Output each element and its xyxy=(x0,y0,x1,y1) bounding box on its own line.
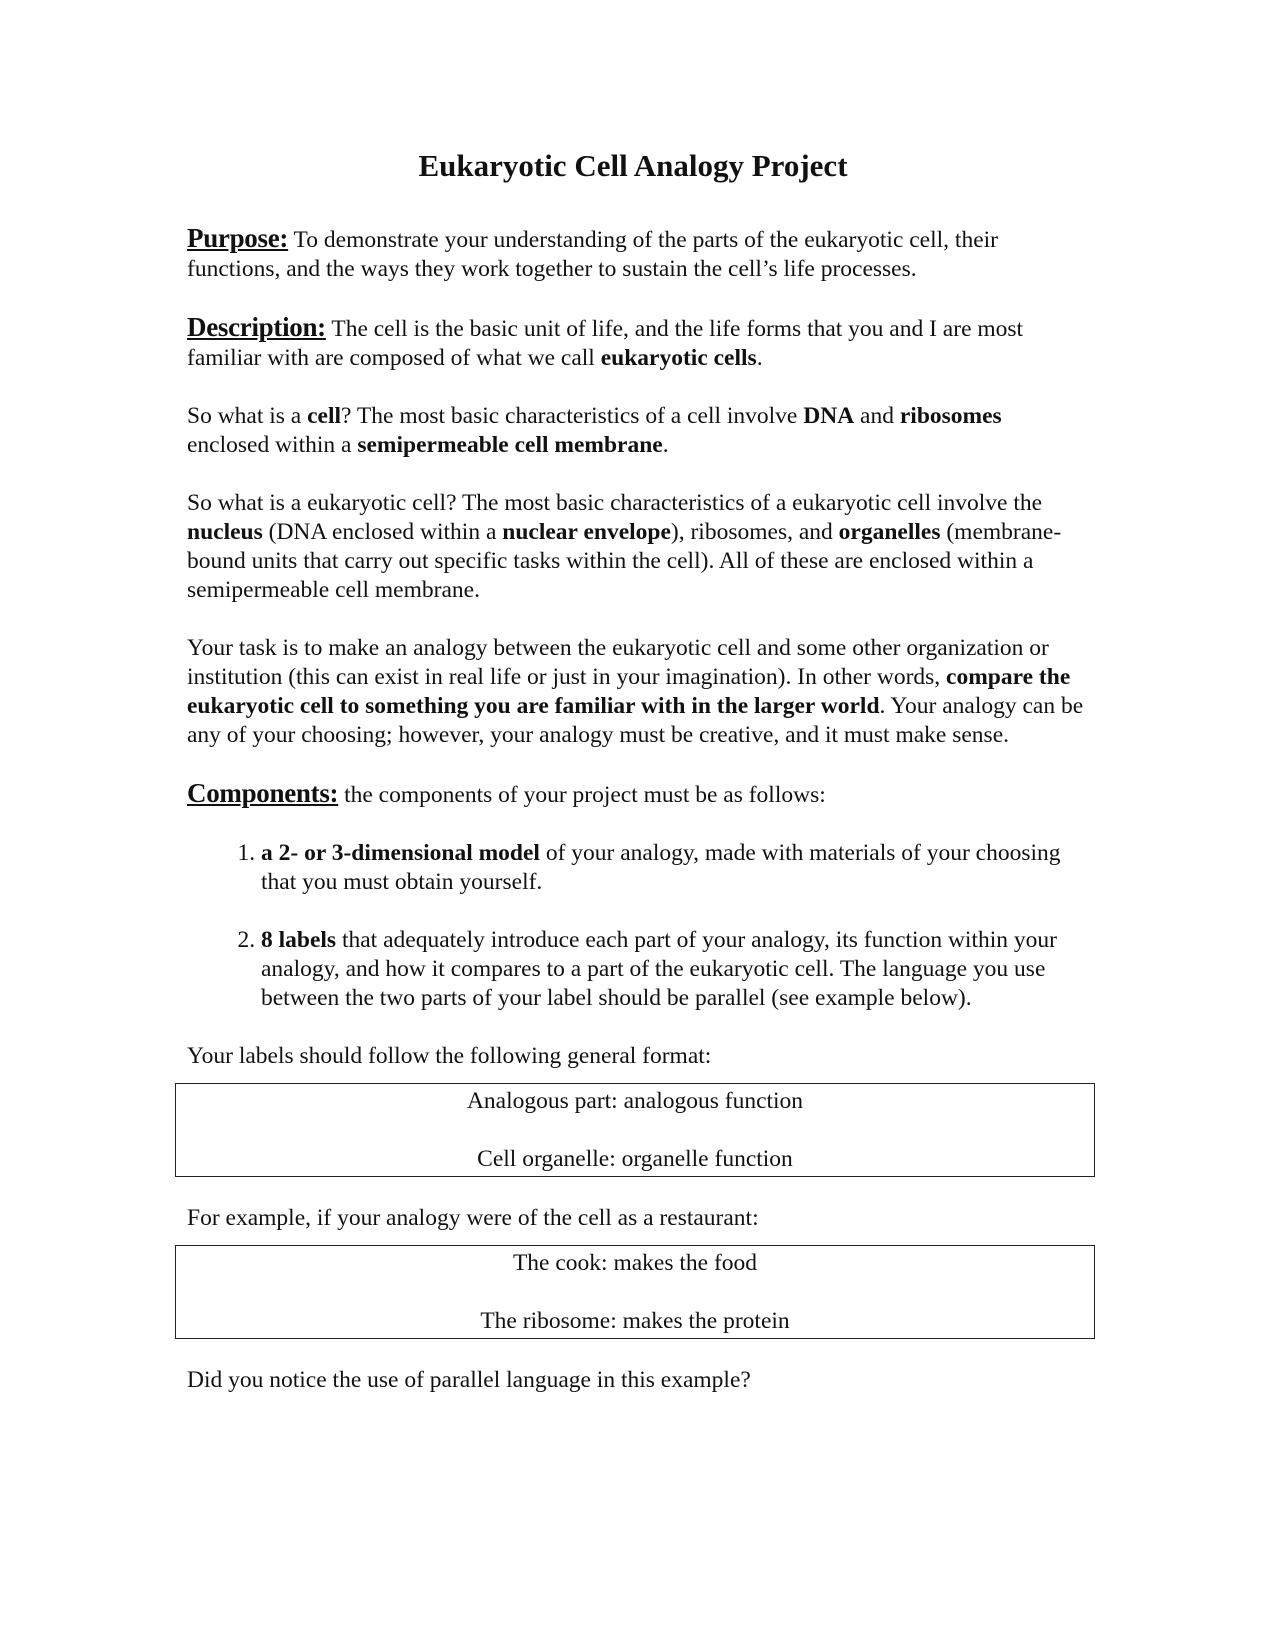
task-text-1: Your task is to make an analogy between the eukaryotic cell and some other organization or institution (this can exist in real life or just in your imagination). In other words, xyxy=(187,635,1049,690)
description-heading: Description: xyxy=(187,312,326,342)
cell-text-5: . xyxy=(662,432,669,458)
components-heading: Components: xyxy=(187,778,339,808)
list-item-text: of your analogy, made with materials of your choosing that you must obtain yourself. xyxy=(261,840,1061,895)
closing-question: Did you notice the use of parallel language in this example? xyxy=(187,1367,751,1393)
list-item xyxy=(261,926,1087,1013)
list-item-bold: a 2- or 3-dimensional model xyxy=(261,840,540,866)
task-bold-1: compare the eukaryotic cell to something you are familiar with in the larger world xyxy=(187,664,1071,719)
description-end: . xyxy=(756,345,763,371)
purpose-paragraph xyxy=(187,224,1087,284)
format-line-2: Cell organelle: organelle function xyxy=(477,1146,793,1172)
example-line-2: The ribosome: makes the protein xyxy=(480,1308,790,1334)
cell-text-4: enclosed within a xyxy=(187,432,358,458)
cell-text-1: So what is a xyxy=(187,403,308,429)
cell-bold-1: cell xyxy=(307,403,342,429)
eukaryotic-paragraph xyxy=(187,489,1087,605)
eukaryotic-text-4: (membrane-bound units that carry out specific tasks within the cell). All of these are enclosed within a semipermeable cell membrane. xyxy=(187,519,1062,603)
format-intro: Your labels should follow the following general format: xyxy=(187,1043,712,1069)
purpose-text: To demonstrate your understanding of the parts of the eukaryotic cell, their functions, and the ways they work together to sustain the cell’s life processes. xyxy=(187,227,998,282)
cell-bold-2: DNA xyxy=(803,403,855,429)
components-list xyxy=(187,839,1087,1013)
document-page xyxy=(187,148,1087,1395)
page-title: Eukaryotic Cell Analogy Project xyxy=(418,148,848,183)
eukaryotic-text-1: So what is a eukaryotic cell? The most basic characteristics of a eukaryotic cell involve the xyxy=(187,490,1043,516)
list-item xyxy=(261,839,1087,897)
eukaryotic-text-3: ), ribosomes, and xyxy=(670,519,839,545)
eukaryotic-bold-2: nuclear envelope xyxy=(502,519,671,545)
cell-text-2: ? The most basic characteristics of a cell involve xyxy=(341,403,804,429)
eukaryotic-text-2: (DNA enclosed within a xyxy=(262,519,503,545)
eukaryotic-bold-3: organelles xyxy=(838,519,941,545)
description-paragraph xyxy=(187,313,1087,373)
format-line-1: Analogous part: analogous function xyxy=(466,1088,804,1114)
task-paragraph xyxy=(187,634,1087,750)
components-text: the components of your project must be as follows: xyxy=(338,782,826,808)
task-text-2: . Your analogy can be any of your choosing; however, your analogy must be creative, and it must make sense. xyxy=(187,693,1084,748)
description-text: The cell is the basic unit of life, and the life forms that you and I are most familiar with are composed of what we call xyxy=(187,316,1024,371)
components-paragraph xyxy=(187,779,1087,810)
description-bold: eukaryotic cells xyxy=(600,345,757,371)
example-intro: For example, if your analogy were of the cell as a restaurant: xyxy=(187,1205,759,1231)
eukaryotic-bold-1: nucleus xyxy=(187,519,263,545)
example-line-1: The cook: makes the food xyxy=(512,1250,758,1276)
list-item-bold: 8 labels xyxy=(261,927,337,953)
cell-bold-3: ribosomes xyxy=(899,403,1002,429)
list-item-text: that adequately introduce each part of your analogy, its function within your analogy, and how it compares to a part of the eukaryotic cell. The language you use between the two parts of your label should be parallel (see example below). xyxy=(261,927,1057,1011)
cell-bold-4: semipermeable cell membrane xyxy=(357,432,663,458)
cell-paragraph xyxy=(187,402,1087,460)
cell-text-3: and xyxy=(854,403,900,429)
purpose-heading: Purpose: xyxy=(187,223,289,253)
format-box xyxy=(175,1083,1095,1177)
example-box xyxy=(175,1245,1095,1339)
